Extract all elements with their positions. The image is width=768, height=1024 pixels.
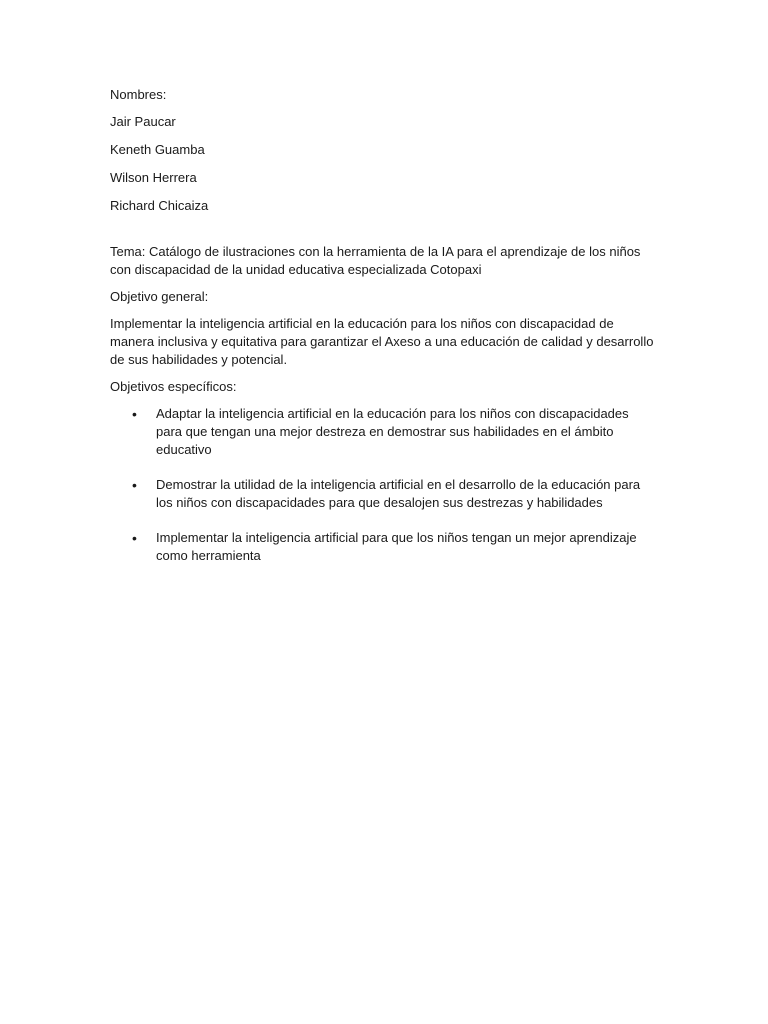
specific-objectives-label: Objetivos específicos: [110, 379, 237, 394]
list-item [110, 529, 658, 565]
bullet-icon: • [132, 406, 137, 422]
name-item: Jair Paucar [110, 114, 176, 129]
name-item: Wilson Herrera [110, 170, 197, 185]
objective-text: Adaptar la inteligencia artificial en la educación para los niños con discapacidades para que tengan una mejor destreza en demostrar sus habilidades en el ámbito educativo [156, 406, 629, 457]
topic-paragraph: Tema: Catálogo de ilustraciones con la herramienta de la IA para el aprendizaje de los niños con discapacidad de la unidad educativa especializada Cotopaxi [110, 244, 641, 277]
objective-text: Implementar la inteligencia artificial para que los niños tengan un mejor aprendizaje como herramienta [156, 530, 637, 563]
general-objective-label: Objetivo general: [110, 289, 209, 304]
name-item: Richard Chicaiza [110, 198, 209, 213]
specific-objectives-list [110, 405, 658, 565]
list-item [110, 476, 658, 512]
bullet-icon: • [132, 477, 137, 493]
document-body [110, 86, 658, 582]
name-item: Keneth Guamba [110, 142, 205, 157]
list-item [110, 405, 658, 459]
objective-text: Demostrar la utilidad de la inteligencia artificial en el desarrollo de la educación para los niños con discapacidades para que desalojen sus destrezas y habilidades [156, 477, 641, 510]
general-objective-paragraph: Implementar la inteligencia artificial en la educación para los niños con discapacidad de manera inclusiva y equitativa para garantizar el Axeso a una educación de calidad y desarrollo de sus habilidades y potencial. [110, 316, 654, 367]
names-label: Nombres: [110, 87, 167, 102]
bullet-icon: • [132, 530, 137, 546]
